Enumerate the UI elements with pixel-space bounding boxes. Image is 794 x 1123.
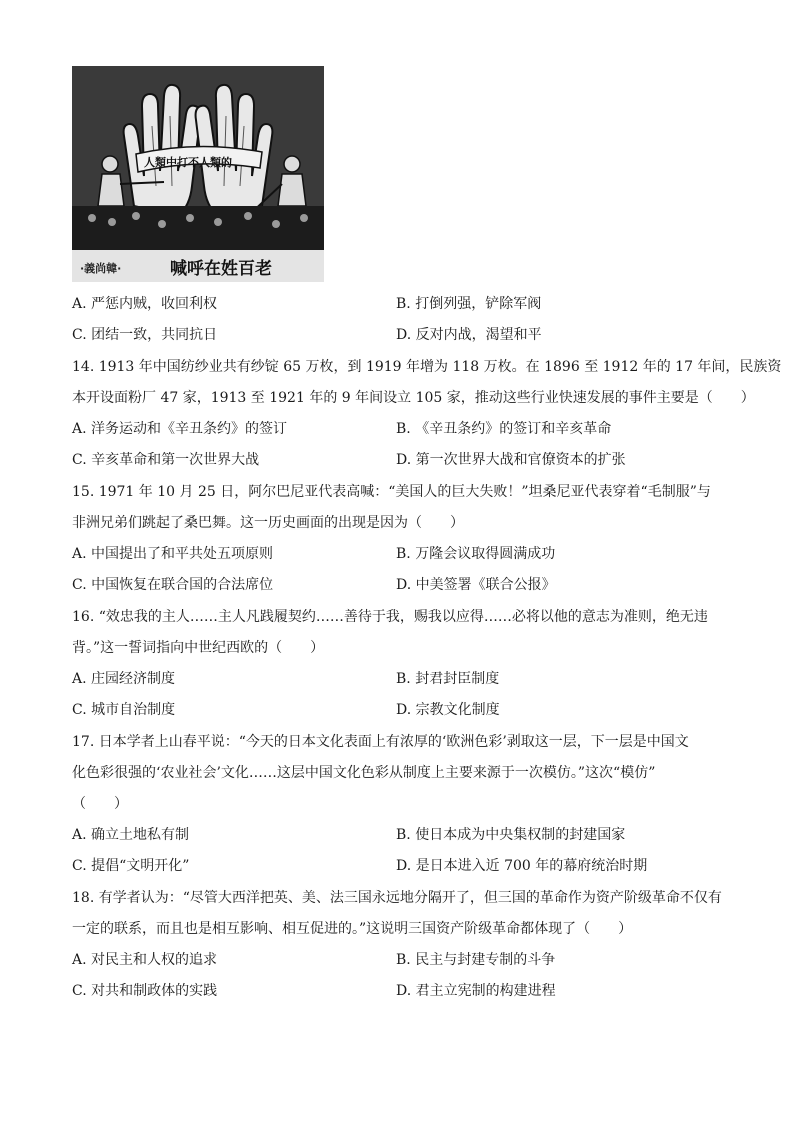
q17-option-a[interactable]: A. 确立土地私有制	[72, 827, 190, 843]
q18-option-d[interactable]: D. 君主立宪制的构建进程	[396, 983, 556, 999]
q17-stem	[72, 727, 724, 820]
q14-stem	[72, 352, 782, 414]
q18-option-b[interactable]: B. 民主与封建专制的斗争	[396, 952, 556, 968]
q17-option-d[interactable]: D. 是日本进入近 700 年的幕府统治时期	[396, 858, 648, 874]
q17-stem-line-3: （ ）	[72, 796, 128, 812]
q16-option-d[interactable]: D. 宗教文化制度	[396, 702, 500, 718]
q16-stem-line-2: 背。”这一誓词指向中世纪西欧的（ ）	[72, 640, 325, 656]
q16-stem	[72, 602, 724, 664]
q15-option-a[interactable]: A. 中国提出了和平共处五项原则	[72, 546, 274, 562]
q13-option-b[interactable]: B. 打倒列强，铲除军阀	[396, 296, 542, 312]
q13-option-a[interactable]: A. 严惩内贼，收回利权	[72, 296, 218, 312]
q17-option-c[interactable]: C. 提倡“文明开化”	[72, 858, 190, 874]
q14-option-d[interactable]: D. 第一次世界大战和官僚资本的扩张	[396, 452, 626, 468]
q15-option-c[interactable]: C. 中国恢复在联合国的合法席位	[72, 577, 274, 593]
q17-stem-line-2: 化色彩很强的‘农业社会’文化……这层中国文化色彩从制度上主要来源于一次模仿。”这次“模仿”	[72, 765, 656, 781]
q15-stem-line-1: 15. 1971 年 10 月 25 日，阿尔巴尼亚代表高喊：“美国人的巨大失败！”坦桑尼亚代表穿着“毛制服”与	[72, 484, 711, 500]
q14-option-b[interactable]: B. 《辛丑条约》的签订和辛亥革命	[396, 421, 612, 437]
q17-stem-line-1: 17. 日本学者上山春平说：“今天的日本文化表面上有浓厚的‘欧洲色彩’剥取这一层，下一层是中国文	[72, 734, 689, 750]
caption-title: 喊呼在姓百老	[170, 259, 272, 279]
q16-option-c[interactable]: C. 城市自治制度	[72, 702, 176, 718]
q15-option-b[interactable]: B. 万隆会议取得圆满成功	[396, 546, 556, 562]
q15-option-d[interactable]: D. 中美签署《联合公报》	[396, 577, 556, 593]
woodcut-drawing	[72, 66, 324, 282]
q16-stem-line-1: 16. “效忠我的主人……主人凡践履契约……善待于我，赐我以应得……必将以他的意志为准则，绝无违	[72, 609, 708, 625]
caption-author: ·義尚韓·	[80, 262, 122, 275]
q14-option-a[interactable]: A. 洋务运动和《辛丑条约》的签订	[72, 421, 288, 437]
q18-stem-line-2: 一定的联系，而且也是相互影响、相互促进的。”这说明三国资产阶级革命都体现了（ ）	[72, 921, 633, 937]
q14-option-c[interactable]: C. 辛亥革命和第一次世界大战	[72, 452, 260, 468]
q18-option-a[interactable]: A. 对民主和人权的追求	[72, 952, 218, 968]
q15-stem	[72, 477, 724, 539]
q13-option-c[interactable]: C. 团结一致，共同抗日	[72, 327, 218, 343]
q14-stem-line-2: 本开设面粉厂 47 家，1913 至 1921 年的 9 年间设立 105 家，推动这些行业快速发展的事件主要是（ ）	[72, 390, 755, 406]
q14-stem-line-1: 14. 1913 年中国纺纱业共有纱锭 65 万枚，到 1919 年增为 118 万枚。在 1896 至 1912 年的 17 年间，民族资	[72, 359, 782, 375]
q13-option-d[interactable]: D. 反对内战，渴望和平	[396, 327, 542, 343]
q16-option-a[interactable]: A. 庄园经济制度	[72, 671, 176, 687]
banner-text: 人類中打不人類的	[144, 156, 232, 169]
q18-stem-line-1: 18. 有学者认为：“尽管大西洋把英、美、法三国永远地分隔开了，但三国的革命作为资产阶级革命不仅有	[72, 890, 722, 906]
q15-stem-line-2: 非洲兄弟们跳起了桑巴舞。这一历史画面的出现是因为（ ）	[72, 515, 464, 531]
q17-option-b[interactable]: B. 使日本成为中央集权制的封建国家	[396, 827, 626, 843]
q18-option-c[interactable]: C. 对共和制政体的实践	[72, 983, 218, 999]
woodcut-image	[72, 66, 324, 282]
q18-stem	[72, 883, 724, 945]
q16-option-b[interactable]: B. 封君封臣制度	[396, 671, 500, 687]
